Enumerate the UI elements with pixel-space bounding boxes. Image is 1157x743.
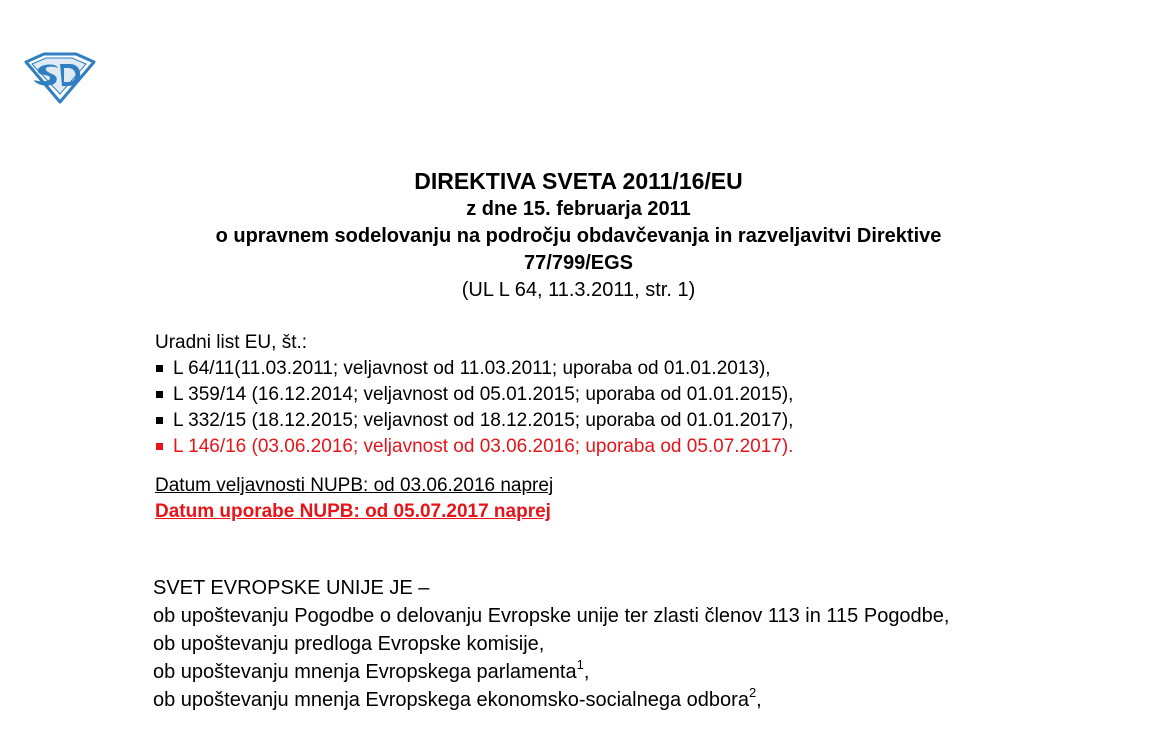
sd-shield-logo-icon: [22, 50, 96, 104]
nupb-dates: [155, 473, 553, 525]
square-bullet-icon: [156, 391, 163, 398]
list-item: [155, 356, 1055, 382]
document-body: [139, 574, 1020, 714]
document-date: z dne 15. februarja 2011: [466, 198, 691, 220]
official-journal-list: [155, 356, 1055, 460]
square-bullet-icon: [156, 443, 163, 450]
list-item-text: L 332/15 (18.12.2015; veljavnost od 18.12.2015; uporaba od 01.01.2017),: [173, 410, 794, 431]
recital-3-end: ,: [583, 661, 590, 683]
document-subject-line-2: 77/799/EGS: [524, 252, 633, 274]
document-header: [0, 166, 1157, 304]
validity-date: Datum veljavnosti NUPB: od 03.06.2016 naprej: [155, 475, 554, 496]
recital-4-end: ,: [756, 689, 762, 711]
application-date: Datum uporabe NUPB: od 05.07.2017 naprej: [155, 501, 551, 522]
recital-1: ob upoštevanju Pogodbe o delovanju Evropske unije ter zlasti členov 113 in 115 Pogodbe,: [153, 605, 950, 627]
list-item-highlighted: [155, 434, 1055, 460]
body-intro: SVET EVROPSKE UNIJE JE –: [153, 577, 430, 599]
list-item: [155, 382, 1055, 408]
recital-4: [139, 686, 1020, 714]
footnote-ref-2[interactable]: 2: [748, 685, 757, 700]
recital-3-text: ob upoštevanju mnenja Evropskega parlamenta: [153, 661, 577, 683]
list-item-text: L 146/16 (03.06.2016; veljavnost od 03.06.2016; uporaba od 05.07.2017).: [173, 436, 794, 457]
oj-reference: (UL L 64, 11.3.2011, str. 1): [461, 279, 696, 301]
square-bullet-icon: [156, 417, 163, 424]
recital-3: [139, 658, 1020, 686]
list-item-text: L 359/14 (16.12.2014; veljavnost od 05.01.2015; uporaba od 01.01.2015),: [173, 384, 794, 405]
recital-2: ob upoštevanju predloga Evropske komisije,: [153, 633, 545, 655]
official-journal-heading: Uradni list EU, št.:: [155, 332, 308, 353]
document-title: DIREKTIVA SVETA 2011/16/EU: [414, 168, 743, 194]
list-item: [155, 408, 1055, 434]
official-journal-section: [155, 330, 1055, 460]
recital-4-text: ob upoštevanju mnenja Evropskega ekonomsko-socialnega odbora: [153, 689, 749, 711]
document-subject-line-1: o upravnem sodelovanju na področju obdavčevanja in razveljavitvi Direktive: [215, 225, 942, 247]
footnote-ref-1[interactable]: 1: [576, 657, 584, 672]
publisher-logo: [22, 50, 96, 104]
square-bullet-icon: [156, 365, 163, 372]
list-item-text: L 64/11(11.03.2011; veljavnost od 11.03.2011; uporaba od 01.01.2013),: [173, 358, 771, 379]
